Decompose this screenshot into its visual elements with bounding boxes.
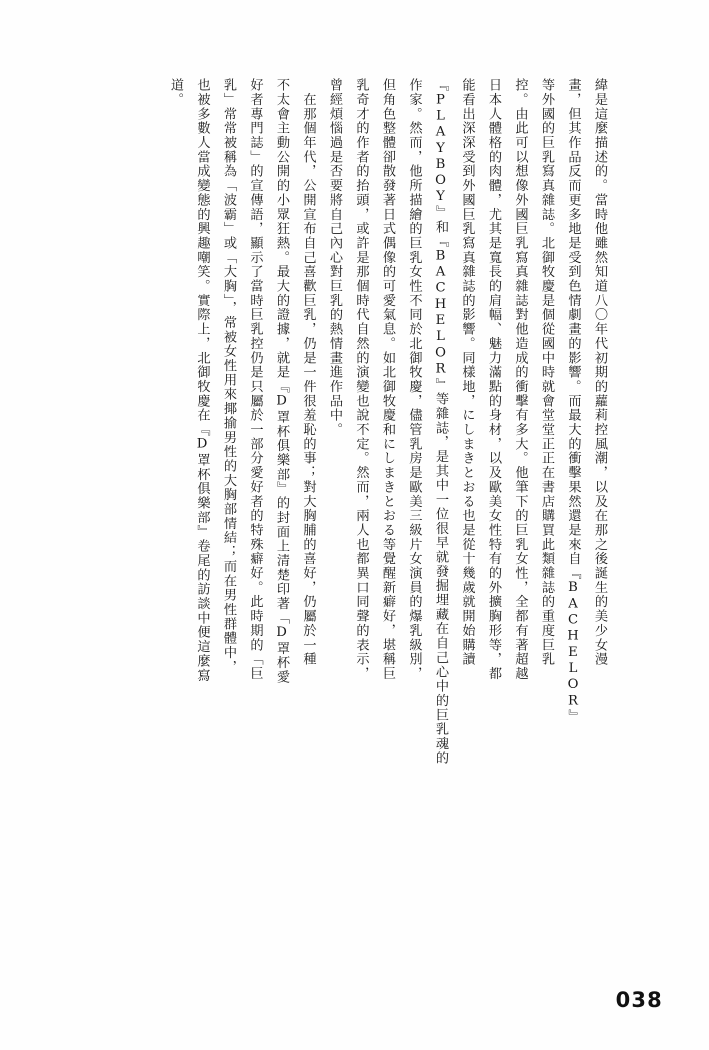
text-column: 控。由此可以想像外國巨乳寫真雜誌對他造成的衝擊有多大。他筆下的巨乳女性，全都有著超越: [512, 78, 528, 681]
page-body-text: [92, 78, 612, 958]
text-column: 不太會主動公開的小眾狂熱。最大的證據，就是『D罩杯俱樂部』的封面上清楚印著「D罩杯愛: [274, 78, 289, 685]
text-column: 緯是這麼描述的。當時他雖然知道八〇年代初期的蘿莉控風潮，以及在那之後誕生的美少女漫: [592, 78, 607, 667]
text-column: 乳」常常被稱為「波霸」或「大胸」，常被女性用來揶揄男性的大胸部情結；而在男性群體中，: [221, 78, 236, 675]
page-number: 038: [615, 988, 663, 1012]
text-column: 道。: [168, 78, 183, 107]
text-column: 日本人體格的肉體，尤其是寬長的肩幅、魅力滿點的身材，以及歐美女性特有的外擴胸形等，都: [486, 78, 501, 681]
text-column: 在那個年代，公開宣布自己喜歡巨乳，仍是一件很羞恥的事；對大胸脯的喜好，仍屬於一種: [300, 78, 316, 667]
text-column: 『PLAYBOY』和『BACHELOR』等雜誌，是其中一位很早就發掘埋藏在自己心中的巨乳魂的: [433, 78, 448, 766]
text-column: 好者專門誌」的宣傳語，顯示了當時巨乳控仍是只屬於一部分愛好者的特殊癖好。此時期的「巨: [247, 78, 263, 681]
text-column: 但角色整體卻散發著日式偶像的可愛氣息。如北御牧慶和にしまきとおる等覺醒新癖好，堪稱巨: [380, 78, 395, 681]
text-column: 能看出深深受到外國巨乳寫真雜誌的影響。同樣地，にしまきとおる也是從十幾歲就開始購讀: [459, 78, 475, 667]
text-column: 也被多數人當成變態的興趣嘲笑。實際上，北御牧慶在『D罩杯俱樂部』卷尾的訪談中便這麼寫: [194, 78, 210, 683]
text-column: 乳奇才的作者的抬頭，或許是那個時代自然的演變也說不定。然而，兩人也都異口同聲的表示，: [353, 78, 369, 681]
text-column: 曾經煩惱過是否要將自己內心對巨乳的熱情畫進作品中。: [327, 78, 342, 437]
text-column: 作家。然而，他所描繪的巨乳女性不同於北御牧慶，儘管乳房是歐美三級片女演員的爆乳級別，: [406, 78, 422, 681]
text-column: 畫，但其作品反而更多地是受到色情劇畫的影響。而最大的衝擊果然還是來自『BACHELOR』: [565, 78, 581, 724]
text-column: 等外國的巨乳寫真雜誌。北御牧慶是個從國中時就會堂堂正正在書店購買此類雜誌的重度巨乳: [539, 78, 554, 667]
